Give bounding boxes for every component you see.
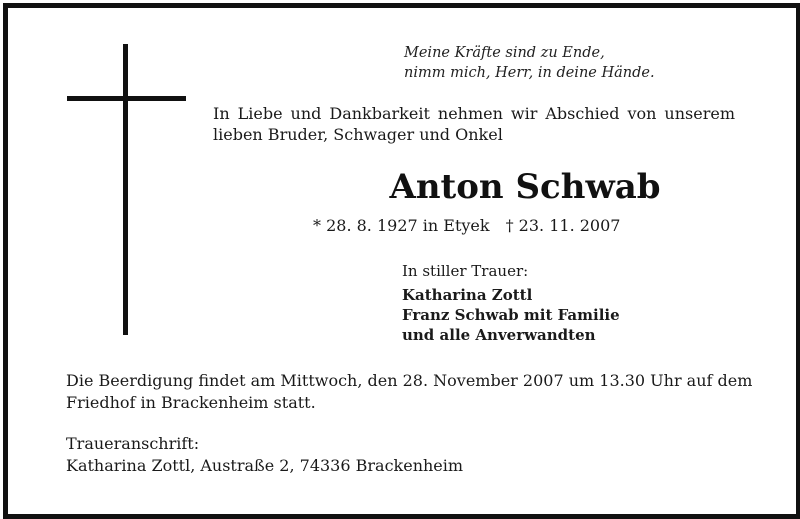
verse-line: Meine Kräfte sind zu Ende, [404,45,605,61]
mourner-name: und alle Anverwandten [402,326,596,344]
mourner-name: Franz Schwab mit Familie [402,306,620,324]
mourner-name: Katharina Zottl [402,286,533,304]
life-dates [313,215,620,237]
address-value: Katharina Zottl, Austraße 2, 74336 Brackenheim [66,456,464,475]
verse-line: nimm mich, Herr, in deine Hände. [404,65,655,81]
mourning-label: In stiller Trauer: [402,262,529,280]
deceased-name: Anton Schwab [389,167,661,207]
funeral-notice: Die Beerdigung findet am Mittwoch, den 28. November 2007 um 13.30 Uhr auf dem Friedhof in Brackenheim statt. [66,371,753,412]
address-label: Traueranschrift: [66,434,200,453]
birth-date: * 28. 8. 1927 in Etyek [313,216,490,235]
intro-text: In Liebe und Dankbarkeit nehmen wir Abschied von unserem lieben Bruder, Schwager und Onkel [213,104,735,144]
verse [404,43,655,83]
mourning-block [402,261,620,345]
cross-horizontal-bar [67,96,186,101]
mourning-address [66,433,463,477]
death-date: † 23. 11. 2007 [505,216,621,235]
